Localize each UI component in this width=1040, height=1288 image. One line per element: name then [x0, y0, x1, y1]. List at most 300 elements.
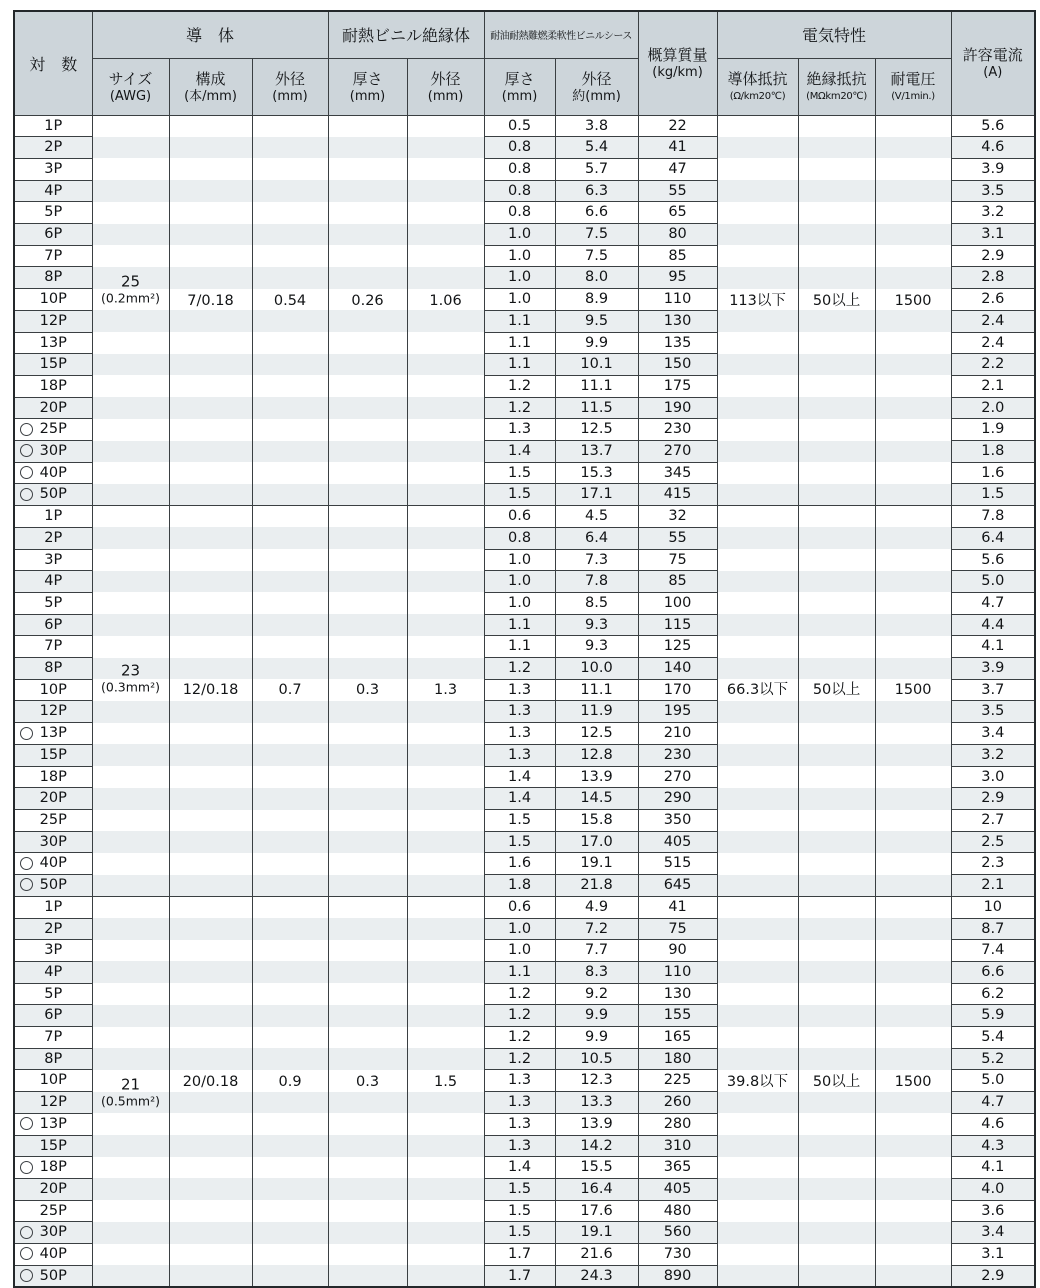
cell-sheath-thickness: 1.4 — [484, 1157, 555, 1179]
cell-ins-thickness — [328, 158, 407, 180]
cell-mass: 890 — [638, 1265, 717, 1287]
pair-count-label: 30P — [39, 1224, 67, 1241]
cell-pair-count — [14, 1178, 92, 1200]
cell-conductor-od — [252, 875, 328, 897]
cell-mass: 405 — [638, 831, 717, 853]
cell-resistance — [717, 1005, 798, 1027]
cell-mass: 140 — [638, 658, 717, 680]
cell-resistance — [717, 354, 798, 376]
cell-mass: 310 — [638, 1135, 717, 1157]
cell-voltage — [875, 961, 951, 983]
cell-ins-resistance — [798, 1135, 875, 1157]
cell-ins-thickness — [328, 614, 407, 636]
cell-ins-resistance — [798, 158, 875, 180]
cell-ins-od — [407, 506, 484, 699]
cell-mass: 405 — [638, 1178, 717, 1200]
cell-ins-resistance — [798, 636, 875, 658]
cell-ins-od — [407, 1157, 484, 1179]
cell-allowable-current: 3.9 — [951, 158, 1035, 180]
cell-ins-od — [407, 1048, 484, 1070]
cell-allowable-current: 5.6 — [951, 549, 1035, 571]
cell-ins-thickness — [328, 1113, 407, 1135]
cell-ins-thickness — [328, 527, 407, 549]
cell-ins-resistance — [798, 571, 875, 593]
cell-mass: 260 — [638, 1092, 717, 1114]
cell-allowable-current: 4.0 — [951, 1178, 1035, 1200]
table-row — [14, 419, 1035, 441]
cell-ins-resistance — [798, 592, 875, 614]
cell-resistance — [717, 1265, 798, 1287]
cell-resistance — [717, 1048, 798, 1070]
cell-ins-resistance — [798, 658, 875, 680]
cell-construction — [169, 202, 252, 224]
table-row — [14, 397, 1035, 419]
cell-ins-resistance — [798, 1265, 875, 1287]
cell-ins-thickness — [328, 744, 407, 766]
pair-count-label: 20P — [39, 399, 67, 416]
cell-ins-thickness — [328, 375, 407, 397]
cell-conductor-od — [252, 224, 328, 246]
cell-sheath-od: 17.6 — [555, 1200, 638, 1222]
cell-allowable-current: 5.0 — [951, 571, 1035, 593]
cell-mass: 110 — [638, 961, 717, 983]
cell-allowable-current: 4.1 — [951, 1157, 1035, 1179]
cell-ins-thickness — [328, 918, 407, 940]
cell-ins-resistance — [798, 1157, 875, 1179]
cell-size — [92, 896, 169, 1109]
cell-mass: 95 — [638, 267, 717, 289]
cell-mass: 170 — [638, 679, 717, 701]
pair-count-label: 5P — [44, 204, 63, 221]
cell-construction — [169, 375, 252, 397]
header-group-row — [14, 11, 1035, 58]
cell-mass: 230 — [638, 744, 717, 766]
cell-allowable-current: 3.5 — [951, 701, 1035, 723]
pair-count-label: 18P — [39, 768, 67, 785]
cell-sheath-od: 14.5 — [555, 788, 638, 810]
cell-size — [92, 614, 169, 636]
cell-voltage — [875, 571, 951, 593]
merged-construction-value: 12/0.18 — [182, 682, 239, 699]
cell-sheath-thickness: 0.8 — [484, 137, 555, 159]
cell-construction — [169, 744, 252, 766]
col-unit: (MΩkm20℃) — [806, 90, 867, 102]
cell-ins-od — [407, 115, 484, 309]
table-row — [14, 788, 1035, 810]
merged-resistance-value: 39.8以下 — [726, 1073, 789, 1090]
cell-voltage — [875, 115, 951, 309]
cell-voltage — [875, 831, 951, 853]
cell-sheath-od: 8.5 — [555, 592, 638, 614]
cell-sheath-thickness: 1.5 — [484, 484, 555, 506]
cell-voltage — [875, 701, 951, 723]
cell-ins-resistance — [798, 614, 875, 636]
cell-ins-od — [407, 875, 484, 897]
cell-mass: 280 — [638, 1113, 717, 1135]
cell-ins-od — [407, 571, 484, 593]
cell-construction — [169, 549, 252, 571]
merged-ins-resistance-value: 50以上 — [812, 292, 861, 309]
cell-sheath-od: 11.9 — [555, 701, 638, 723]
header-pair-count: 対 数 — [14, 11, 92, 115]
cell-ins-od — [407, 1265, 484, 1287]
cell-mass: 290 — [638, 788, 717, 810]
cell-resistance — [717, 831, 798, 853]
cell-allowable-current: 2.8 — [951, 267, 1035, 289]
cell-mass: 85 — [638, 571, 717, 593]
cell-conductor-od — [252, 1092, 328, 1114]
cell-ins-od — [407, 1200, 484, 1222]
merged-construction-value: 20/0.18 — [182, 1073, 239, 1090]
table-row — [14, 614, 1035, 636]
cell-mass: 225 — [638, 1070, 717, 1092]
cell-ins-thickness — [328, 1178, 407, 1200]
cell-sheath-od: 12.5 — [555, 723, 638, 745]
cell-construction — [169, 180, 252, 202]
cell-allowable-current: 4.7 — [951, 592, 1035, 614]
cell-conductor-od — [252, 115, 328, 309]
cell-ins-thickness — [328, 310, 407, 332]
cell-conductor-od — [252, 375, 328, 397]
cell-sheath-od: 7.3 — [555, 549, 638, 571]
cell-allowable-current: 2.5 — [951, 831, 1035, 853]
cell-sheath-od: 11.1 — [555, 375, 638, 397]
merged-ins-thickness-value: 0.3 — [356, 1073, 380, 1090]
pair-count-label: 40P — [39, 1246, 67, 1263]
cell-sheath-od: 9.9 — [555, 1027, 638, 1049]
cell-construction — [169, 940, 252, 962]
cell-ins-od — [407, 310, 484, 332]
cell-size — [92, 245, 169, 267]
pair-count-label: 7P — [44, 247, 63, 264]
table-row — [14, 137, 1035, 159]
table-row — [14, 527, 1035, 549]
cell-resistance — [717, 202, 798, 224]
cell-size — [92, 1135, 169, 1157]
pair-count-label: 10P — [39, 1072, 67, 1089]
cell-ins-thickness — [328, 1092, 407, 1114]
table-row — [14, 1157, 1035, 1179]
cell-sheath-thickness: 0.8 — [484, 527, 555, 549]
cell-pair-count — [14, 310, 92, 332]
merged-conductor-od-value: 0.7 — [278, 682, 302, 699]
col-label: 外径 — [430, 69, 461, 88]
cell-ins-resistance — [798, 1244, 875, 1266]
table-row — [14, 549, 1035, 571]
cell-mass: 560 — [638, 1222, 717, 1244]
cell-voltage — [875, 896, 951, 1090]
circle-mark-icon — [20, 1161, 33, 1174]
cell-resistance — [717, 592, 798, 614]
cell-conductor-od — [252, 462, 328, 484]
pair-count-label: 5P — [44, 985, 63, 1002]
cell-ins-thickness — [328, 506, 407, 699]
cell-sheath-od: 24.3 — [555, 1265, 638, 1287]
cell-voltage — [875, 158, 951, 180]
pair-count-label: 20P — [39, 790, 67, 807]
cell-pair-count — [14, 375, 92, 397]
cell-allowable-current: 2.4 — [951, 332, 1035, 354]
cell-resistance — [717, 1222, 798, 1244]
cell-sheath-thickness: 1.0 — [484, 549, 555, 571]
header-current-unit: (A) — [983, 65, 1003, 81]
cell-ins-resistance — [798, 983, 875, 1005]
merged-resistance-value: 66.3以下 — [726, 682, 789, 699]
cell-allowable-current: 1.6 — [951, 462, 1035, 484]
table-row — [14, 462, 1035, 484]
cell-ins-resistance — [798, 788, 875, 810]
cell-ins-resistance — [798, 527, 875, 549]
col-unit: (V/1min.) — [891, 90, 935, 102]
cell-sheath-od: 14.2 — [555, 1135, 638, 1157]
pair-count-label: 4P — [44, 182, 63, 199]
cell-size — [92, 701, 169, 723]
cell-mass: 345 — [638, 462, 717, 484]
cell-ins-thickness — [328, 701, 407, 723]
cell-sheath-od: 17.1 — [555, 484, 638, 506]
cell-voltage — [875, 441, 951, 463]
cell-sheath-thickness: 1.1 — [484, 961, 555, 983]
cell-construction — [169, 1200, 252, 1222]
cell-construction — [169, 506, 252, 699]
cell-conductor-od — [252, 180, 328, 202]
pair-count-label: 10P — [39, 291, 67, 308]
cell-sheath-thickness: 1.2 — [484, 1048, 555, 1070]
header-col-size — [92, 58, 169, 115]
size-sq-mm-value: (0.5mm²) — [101, 1093, 160, 1109]
cell-conductor-od — [252, 614, 328, 636]
cell-resistance — [717, 744, 798, 766]
cell-resistance — [717, 1135, 798, 1157]
cell-ins-thickness — [328, 115, 407, 309]
cell-size — [92, 1244, 169, 1266]
merged-size-value — [93, 273, 169, 306]
cell-allowable-current: 2.0 — [951, 397, 1035, 419]
cell-sheath-od: 12.8 — [555, 744, 638, 766]
cell-resistance — [717, 853, 798, 875]
cell-ins-thickness — [328, 1005, 407, 1027]
cell-size — [92, 918, 169, 940]
cell-sheath-od: 10.1 — [555, 354, 638, 376]
cell-resistance — [717, 961, 798, 983]
cell-mass: 150 — [638, 354, 717, 376]
pair-count-label: 8P — [44, 1050, 63, 1067]
cell-construction — [169, 1092, 252, 1114]
cell-ins-resistance — [798, 1222, 875, 1244]
cell-voltage — [875, 592, 951, 614]
cell-size — [92, 1200, 169, 1222]
cell-resistance — [717, 310, 798, 332]
cell-size — [92, 831, 169, 853]
cell-voltage — [875, 853, 951, 875]
circle-mark-icon — [20, 857, 33, 870]
cell-resistance — [717, 636, 798, 658]
cell-voltage — [875, 636, 951, 658]
cell-ins-od — [407, 918, 484, 940]
table-section — [14, 506, 1035, 897]
cell-conductor-od — [252, 853, 328, 875]
pair-count-label: 25P — [39, 421, 67, 438]
cell-sheath-od: 11.5 — [555, 397, 638, 419]
cell-ins-thickness — [328, 788, 407, 810]
cell-sheath-od: 13.9 — [555, 1113, 638, 1135]
cell-pair-count — [14, 1157, 92, 1179]
cell-sheath-od: 4.9 — [555, 896, 638, 918]
cell-ins-resistance — [798, 701, 875, 723]
cell-sheath-od: 9.3 — [555, 614, 638, 636]
cell-ins-resistance — [798, 1113, 875, 1135]
cell-sheath-od: 6.4 — [555, 527, 638, 549]
cell-pair-count — [14, 896, 92, 918]
cell-conductor-od — [252, 940, 328, 962]
table-row — [14, 115, 1035, 137]
cell-conductor-od — [252, 527, 328, 549]
table-row — [14, 1048, 1035, 1070]
cell-ins-od — [407, 1222, 484, 1244]
cell-ins-thickness — [328, 137, 407, 159]
cell-allowable-current: 1.9 — [951, 419, 1035, 441]
cell-mass: 55 — [638, 527, 717, 549]
cell-voltage — [875, 875, 951, 897]
cell-mass: 365 — [638, 1157, 717, 1179]
merged-ins-resistance-value: 50以上 — [812, 682, 861, 699]
cell-conductor-od — [252, 506, 328, 699]
table-row — [14, 506, 1035, 528]
table-row — [14, 853, 1035, 875]
cell-voltage — [875, 506, 951, 699]
cell-voltage — [875, 1178, 951, 1200]
cell-voltage — [875, 940, 951, 962]
cell-ins-od — [407, 180, 484, 202]
cell-sheath-thickness: 1.6 — [484, 853, 555, 875]
cell-construction — [169, 137, 252, 159]
cell-allowable-current: 2.9 — [951, 245, 1035, 267]
col-label: 外径 — [275, 69, 306, 88]
pair-count-label: 30P — [39, 833, 67, 850]
cell-ins-resistance — [798, 506, 875, 699]
cell-conductor-od — [252, 658, 328, 680]
cell-allowable-current: 5.9 — [951, 1005, 1035, 1027]
cell-allowable-current: 6.2 — [951, 983, 1035, 1005]
col-label: 厚さ — [504, 69, 535, 88]
cell-size — [92, 788, 169, 810]
cell-voltage — [875, 1244, 951, 1266]
col-label: 絶縁抵抗 — [806, 69, 867, 88]
cell-ins-thickness — [328, 354, 407, 376]
cell-allowable-current: 3.7 — [951, 679, 1035, 701]
cell-sheath-thickness: 0.6 — [484, 506, 555, 528]
cell-ins-od — [407, 701, 484, 723]
cell-construction — [169, 527, 252, 549]
cell-allowable-current: 2.3 — [951, 853, 1035, 875]
table-row — [14, 1265, 1035, 1287]
col-unit: (mm) — [349, 88, 386, 104]
cell-conductor-od — [252, 571, 328, 593]
circle-mark-icon — [20, 1247, 33, 1260]
cell-ins-od — [407, 1178, 484, 1200]
cell-conductor-od — [252, 441, 328, 463]
table-row — [14, 1113, 1035, 1135]
table-row — [14, 831, 1035, 853]
cell-mass: 135 — [638, 332, 717, 354]
pair-count-label: 3P — [44, 551, 63, 568]
pair-count-label: 13P — [39, 725, 67, 742]
cell-mass: 115 — [638, 614, 717, 636]
cell-ins-od — [407, 1092, 484, 1114]
cell-construction — [169, 267, 252, 289]
col-label: 構成 — [195, 69, 226, 88]
cell-ins-resistance — [798, 549, 875, 571]
cell-size — [92, 961, 169, 983]
cell-sheath-thickness: 0.8 — [484, 202, 555, 224]
cell-mass: 270 — [638, 441, 717, 463]
cell-ins-od — [407, 375, 484, 397]
cell-sheath-thickness: 1.4 — [484, 441, 555, 463]
pair-count-label: 15P — [39, 1137, 67, 1154]
cell-sheath-od: 13.9 — [555, 766, 638, 788]
cell-ins-resistance — [798, 875, 875, 897]
cell-pair-count — [14, 441, 92, 463]
cell-ins-thickness — [328, 592, 407, 614]
cell-sheath-thickness: 1.3 — [484, 679, 555, 701]
cell-sheath-thickness: 1.8 — [484, 875, 555, 897]
cell-sheath-od: 15.3 — [555, 462, 638, 484]
cell-mass: 41 — [638, 137, 717, 159]
cell-construction — [169, 1048, 252, 1070]
cell-size — [92, 766, 169, 788]
cell-conductor-od — [252, 1048, 328, 1070]
cell-pair-count — [14, 506, 92, 528]
cell-ins-od — [407, 592, 484, 614]
cell-pair-count — [14, 1005, 92, 1027]
pair-count-label: 10P — [39, 681, 67, 698]
cell-sheath-od: 12.5 — [555, 419, 638, 441]
cell-pair-count — [14, 918, 92, 940]
header-col-conductor-resistance — [717, 58, 798, 115]
cell-mass: 155 — [638, 1005, 717, 1027]
pair-count-label: 12P — [39, 703, 67, 720]
cell-sheath-thickness: 1.3 — [484, 744, 555, 766]
header-col-construction — [169, 58, 252, 115]
cell-allowable-current: 7.8 — [951, 506, 1035, 528]
table-row — [14, 961, 1035, 983]
header-col-sheath-thickness — [484, 58, 555, 115]
cell-construction — [169, 875, 252, 897]
cell-allowable-current: 5.0 — [951, 1070, 1035, 1092]
cell-voltage — [875, 1113, 951, 1135]
pair-count-label: 13P — [39, 334, 67, 351]
cell-resistance — [717, 137, 798, 159]
cell-sheath-od: 8.3 — [555, 961, 638, 983]
cell-ins-od — [407, 614, 484, 636]
cell-resistance — [717, 419, 798, 441]
cell-sheath-thickness: 1.5 — [484, 831, 555, 853]
cell-resistance — [717, 527, 798, 549]
cell-ins-resistance — [798, 137, 875, 159]
cell-resistance — [717, 896, 798, 1090]
cell-ins-thickness — [328, 831, 407, 853]
cell-sheath-thickness: 1.2 — [484, 397, 555, 419]
circle-mark-icon — [20, 1117, 33, 1130]
cell-construction — [169, 419, 252, 441]
cell-sheath-thickness: 1.3 — [484, 1092, 555, 1114]
cell-pair-count — [14, 961, 92, 983]
cell-size — [92, 158, 169, 180]
cell-pair-count — [14, 1027, 92, 1049]
cell-resistance — [717, 462, 798, 484]
cell-resistance — [717, 506, 798, 699]
cell-voltage — [875, 267, 951, 289]
